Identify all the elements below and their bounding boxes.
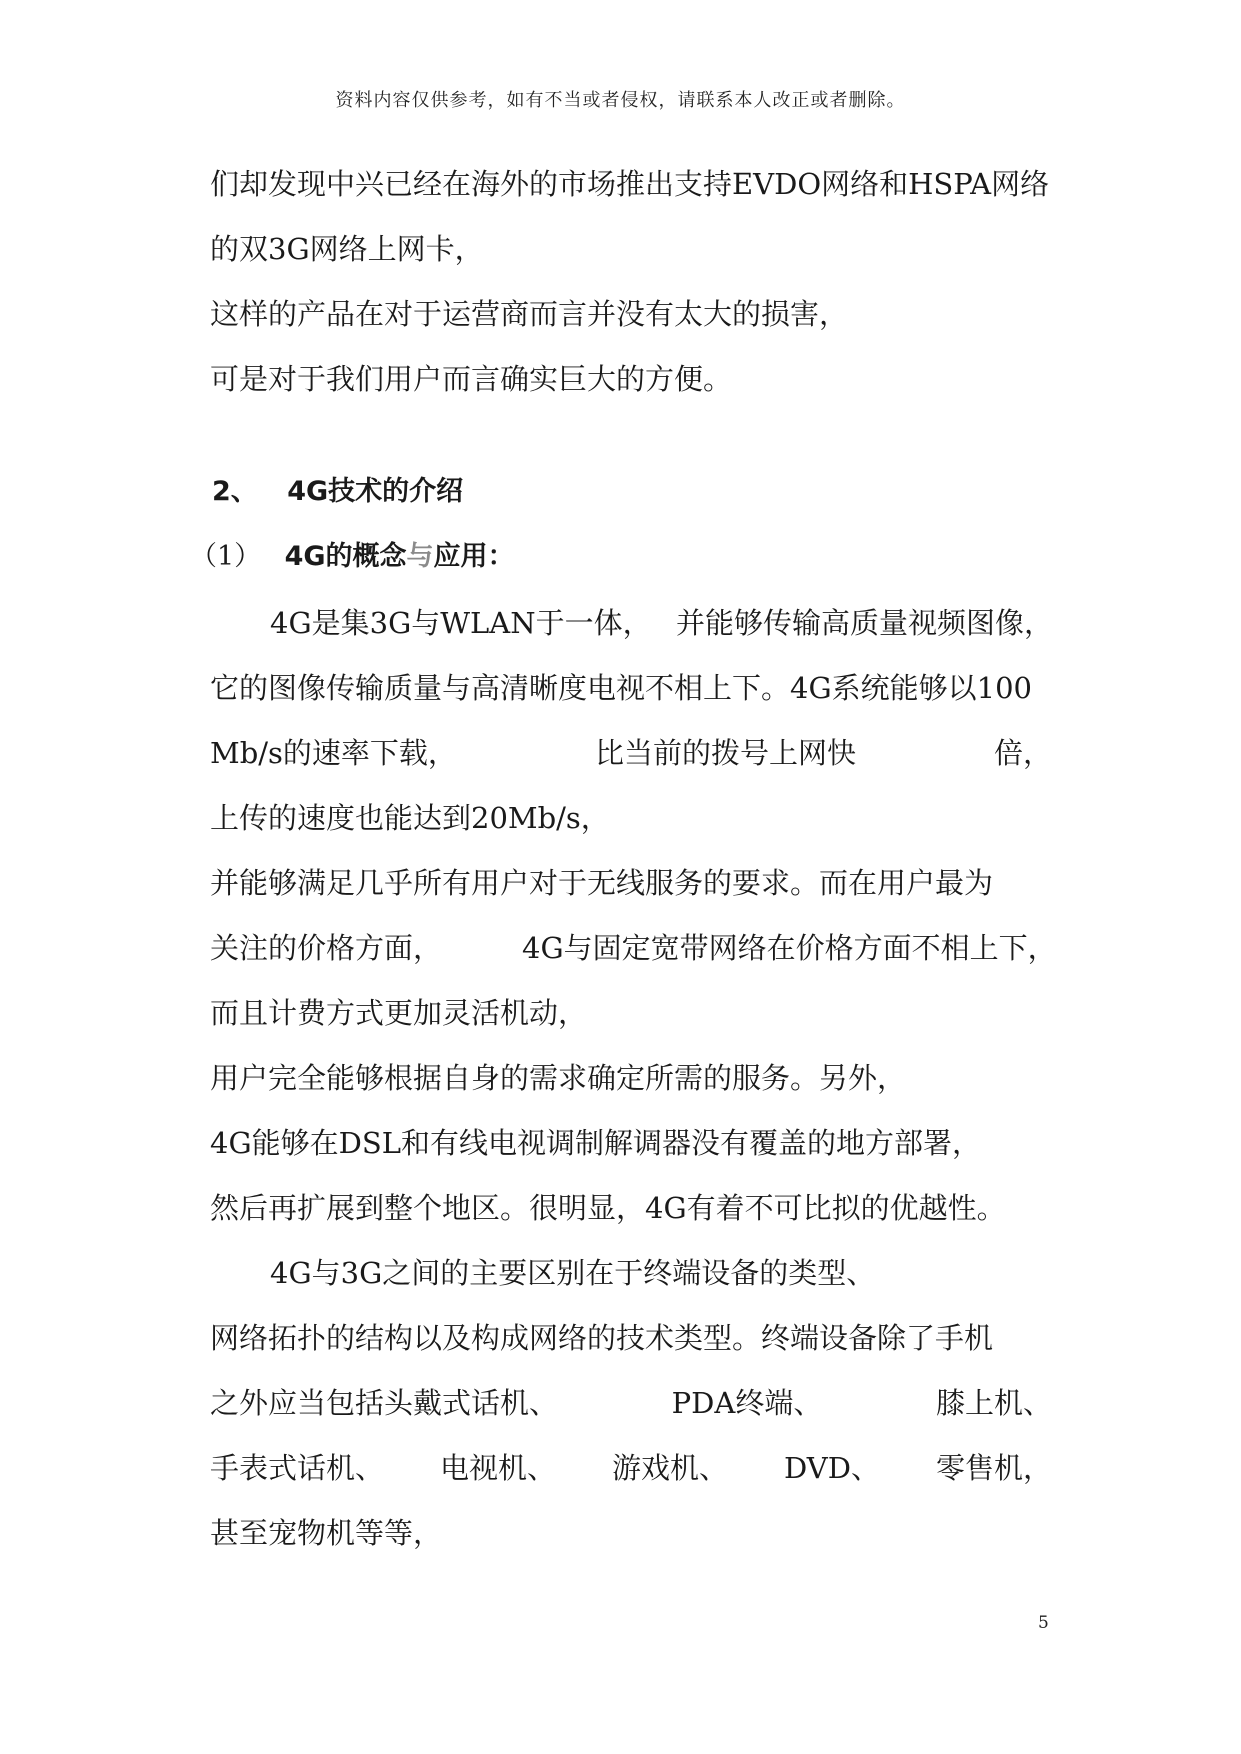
paragraph2-line4: 上传的速度也能达到20Mb/s， bbox=[210, 801, 610, 835]
paragraph2-line3b: 比当前的拨号上网快 bbox=[594, 736, 856, 770]
subsection-title-a: 4G的概念 bbox=[284, 541, 407, 572]
paragraph2-line2: 它的图像传输质量与高清晰度电视不相上下。4G系统能够以100 bbox=[210, 671, 1032, 705]
section-title: 4G技术的介绍 bbox=[287, 476, 464, 507]
paragraph2-line6a: 关注的价格方面， bbox=[210, 931, 443, 965]
paragraph2-line1b: 并能够传输高质量视频图像， bbox=[676, 606, 1054, 640]
paragraph3-line3b: PDA终端、 bbox=[671, 1386, 823, 1420]
paragraph1-line3: 这样的产品在对于运营商而言并没有太大的损害， bbox=[210, 297, 849, 331]
paragraph2-line3 bbox=[210, 736, 1052, 770]
paragraph3-line4a: 手表式话机、 bbox=[210, 1451, 385, 1485]
paragraph3-line1: 4G与3G之间的主要区别在于终端设备的类型、 bbox=[270, 1256, 876, 1290]
paragraph1-line2: 的双3G网络上网卡， bbox=[210, 232, 484, 266]
subsection-number: （1） bbox=[190, 541, 262, 572]
paragraph3-line2: 网络拓扑的结构以及构成网络的技术类型。终端设备除了手机 bbox=[210, 1321, 994, 1355]
paragraph3-line3 bbox=[210, 1386, 1052, 1420]
paragraph2-line5: 并能够满足几乎所有用户对于无线服务的要求。而在用户最为 bbox=[210, 866, 994, 900]
paragraph3-line4 bbox=[210, 1451, 1052, 1485]
paragraph3-line5: 甚至宠物机等等， bbox=[210, 1516, 443, 1550]
paragraph3-line4d: DVD、 bbox=[784, 1451, 880, 1485]
paragraph1-line4: 可是对于我们用户而言确实巨大的方便。 bbox=[210, 362, 733, 396]
paragraph3-line4c: 游戏机、 bbox=[612, 1451, 729, 1485]
page-number: 5 bbox=[1038, 1613, 1049, 1633]
header-disclaimer: 资料内容仅供参考，如有不当或者侵权，请联系本人改正或者删除。 bbox=[335, 90, 906, 111]
subsection-title-b: 与 bbox=[406, 541, 434, 572]
paragraph2-line9: 4G能够在DSL和有线电视调制解调器没有覆盖的地方部署， bbox=[210, 1126, 981, 1160]
paragraph2-line6b: 4G与固定宽带网络在价格方面不相上下， bbox=[522, 931, 1057, 965]
paragraph3-line3a: 之外应当包括头戴式话机、 bbox=[210, 1386, 559, 1420]
paragraph2-line3c: 倍， bbox=[993, 736, 1052, 770]
paragraph2-line7: 而且计费方式更加灵活机动， bbox=[210, 996, 588, 1030]
paragraph2-line8: 用户完全能够根据自身的需求确定所需的服务。另外， bbox=[210, 1061, 907, 1095]
paragraph2-line3a: Mb/s的速率下载， bbox=[210, 736, 457, 770]
subsection-title-c: 应用： bbox=[433, 541, 515, 572]
paragraph3-line4b: 电视机、 bbox=[440, 1451, 557, 1485]
subsection-heading bbox=[190, 543, 515, 570]
paragraph2-line10: 然后再扩展到整个地区。很明显，4G有着不可比拟的优越性。 bbox=[210, 1191, 1006, 1225]
section-number: 2、 bbox=[212, 476, 258, 507]
paragraph2-line1a: 4G是集3G与WLAN于一体， bbox=[270, 606, 652, 640]
section-heading bbox=[212, 478, 463, 505]
paragraph3-line4e: 零售机， bbox=[935, 1451, 1052, 1485]
paragraph1-line1: 们却发现中兴已经在海外的市场推出支持EVDO网络和HSPA网络 bbox=[210, 167, 1050, 201]
paragraph3-line3c: 膝上机、 bbox=[935, 1386, 1052, 1420]
